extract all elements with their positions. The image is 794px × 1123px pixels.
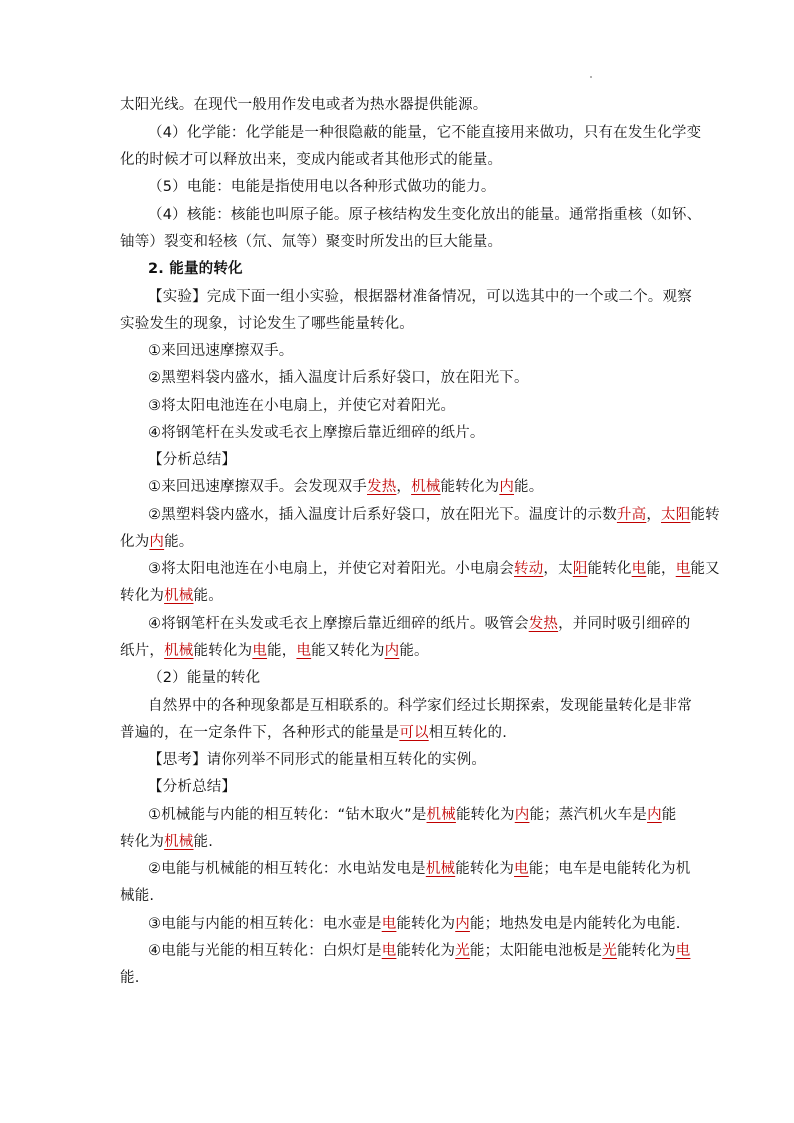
- text-line-4: （5）电能：电能是指使用电以各种形式做功的能力。: [148, 179, 496, 195]
- corner-mark: [590, 76, 592, 78]
- text-line-16: ②黑塑料袋内盛水，插入温度计后系好袋口，放在阳光下。温度计的示数升高，太阳能转: [148, 507, 720, 523]
- text-line-11: ②黑塑料袋内盛水，插入温度计后系好袋口，放在阳光下。: [148, 370, 529, 386]
- text-line-19: 转化为机械能。: [120, 588, 223, 604]
- text-line-9: 实验发生的现象，讨论发生了哪些能量转化。: [120, 316, 414, 332]
- text-line-28: 转化为机械能.: [120, 834, 214, 850]
- text-line-24: 普遍的，在一定条件下，各种形式的能量是可以相互转化的.: [120, 725, 508, 741]
- text-line-3: 化的时候才可以释放出来，变成内能或者其他形式的能量。: [120, 152, 503, 168]
- text-line-8: 【实验】完成下面一组小实验，根据器材准备情况，可以选其中的一个或二个。观察: [148, 289, 692, 305]
- text-line-14: 【分析总结】: [148, 452, 237, 468]
- text-line-20: ④将钢笔杆在头发或毛衣上摩擦后靠近细碎的纸片。吸管会发热，并同时吸引细碎的: [148, 616, 691, 632]
- text-line-29: ②电能与机械能的相互转化：水电站发电是机械能转化为电能；电车是电能转化为机: [148, 861, 691, 877]
- text-line-13: ④将钢笔杆在头发或毛衣上摩擦后靠近细碎的纸片。: [148, 425, 485, 441]
- text-line-27: ①机械能与内能的相互转化：“钻木取火”是机械能转化为内能；蒸汽机火车是内能: [148, 807, 677, 823]
- text-line-21: 纸片，机械能转化为电能，电能又转化为内能。: [120, 643, 429, 659]
- text-line-25: 【思考】请你列举不同形式的能量相互转化的实例。: [148, 752, 487, 768]
- text-line-18: ③将太阳电池连在小电扇上，并使它对着阳光。小电扇会转动，太阳能转化电能，电能又: [148, 561, 720, 577]
- text-line-23: 自然界中的各种现象都是互相联系的。科学家们经过长期探索，发现能量转化是非常: [148, 698, 692, 714]
- text-line-33: 能.: [120, 970, 140, 986]
- text-line-31: ③电能与内能的相互转化：电水壶是电能转化为内能；地热发电是内能转化为电能.: [148, 916, 681, 932]
- text-line-30: 械能.: [120, 888, 155, 904]
- section-heading: 2. 能量的转化: [148, 261, 243, 277]
- text-line-32: ④电能与光能的相互转化：白炽灯是电能转化为光能；太阳能电池板是光能转化为电: [148, 943, 691, 959]
- text-line-26: 【分析总结】: [148, 779, 237, 795]
- text-line-6: 铀等）裂变和轻核（氘、氚等）聚变时所发出的巨大能量。: [120, 234, 503, 250]
- text-line-12: ③将太阳电池连在小电扇上，并使它对着阳光。: [148, 398, 456, 414]
- text-line-17: 化为内能。: [120, 534, 194, 550]
- text-line-15: ①来回迅速摩擦双手。会发现双手发热，机械能转化为内能。: [148, 479, 544, 495]
- text-line-1: 太阳光线。在现代一般用作发电或者为热水器提供能源。: [120, 97, 488, 113]
- text-line-10: ①来回迅速摩擦双手。: [148, 343, 294, 359]
- text-line-5: （4）核能：核能也叫原子能。原子核结构发生变化放出的能量。通常指重核（如钚、: [148, 207, 702, 223]
- text-line-22: （2）能量的转化: [148, 670, 261, 686]
- text-line-2: （4）化学能：化学能是一种很隐蔽的能量，它不能直接用来做功，只有在发生化学变: [148, 125, 702, 141]
